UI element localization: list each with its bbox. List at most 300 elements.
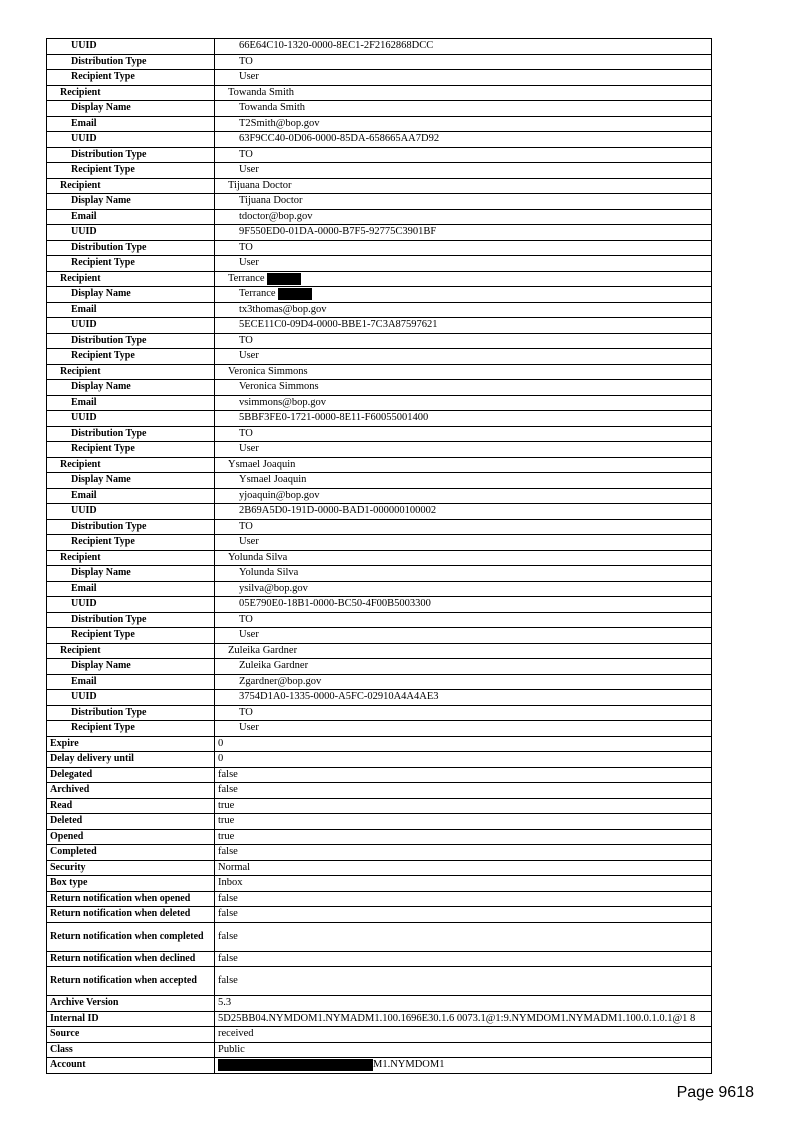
field-value-wrap <box>218 288 312 299</box>
redaction-block <box>267 273 301 285</box>
field-value-cell <box>215 951 712 967</box>
table-row <box>47 907 712 923</box>
table-row <box>47 504 712 520</box>
field-value: User <box>239 443 259 455</box>
field-value-cell <box>215 85 712 101</box>
table-row <box>47 1058 712 1074</box>
field-value-cell <box>215 240 712 256</box>
field-value: false <box>218 892 238 904</box>
field-name: UUID <box>71 226 97 238</box>
field-value-cell <box>215 101 712 117</box>
field-value-cell <box>215 39 712 55</box>
field-name: Distribution Type <box>71 55 147 67</box>
field-name-cell <box>47 612 215 628</box>
table-row <box>47 814 712 830</box>
field-name-cell <box>47 225 215 241</box>
field-value: User <box>239 164 259 176</box>
field-name: Return notification when completed <box>50 930 204 942</box>
field-name: Internal ID <box>50 1012 99 1024</box>
field-value-wrap <box>218 149 253 160</box>
field-name-cell <box>47 349 215 365</box>
field-name-cell <box>47 240 215 256</box>
field-name: Recipient <box>60 86 101 98</box>
field-value: 3754D1A0-1335-0000-A5FC-02910A4A4AE3 <box>239 691 439 703</box>
field-value-cell <box>215 70 712 86</box>
field-value-wrap <box>218 490 320 501</box>
field-value-cell <box>215 147 712 163</box>
table-row <box>47 54 712 70</box>
field-value: true <box>218 830 235 842</box>
field-value-cell <box>215 783 712 799</box>
field-value: received <box>218 1028 254 1040</box>
field-value: Veronica Simmons <box>228 365 308 377</box>
field-name-cell <box>47 550 215 566</box>
field-name: Recipient <box>60 179 101 191</box>
field-value-wrap <box>218 366 308 377</box>
field-value-cell <box>215 318 712 334</box>
field-name: Display Name <box>71 381 131 393</box>
field-name-cell <box>47 318 215 334</box>
table-row <box>47 411 712 427</box>
field-value-wrap <box>218 40 433 51</box>
table-row <box>47 287 712 303</box>
redaction-block <box>278 288 312 300</box>
field-value: TO <box>239 520 253 532</box>
table-row <box>47 442 712 458</box>
field-value: TO <box>239 706 253 718</box>
field-value: User <box>239 71 259 83</box>
table-row <box>47 860 712 876</box>
field-value-wrap <box>218 412 428 423</box>
field-value: TO <box>239 427 253 439</box>
field-value: true <box>218 815 235 827</box>
field-value: User <box>239 722 259 734</box>
field-value-wrap <box>218 474 306 485</box>
field-name-cell <box>47 721 215 737</box>
table-row <box>47 256 712 272</box>
field-name-cell <box>47 1027 215 1043</box>
field-value-cell <box>215 395 712 411</box>
field-value-cell <box>215 597 712 613</box>
field-value-cell <box>215 876 712 892</box>
field-value: 5.3 <box>218 997 232 1009</box>
table-row <box>47 457 712 473</box>
table-row <box>47 550 712 566</box>
table-row <box>47 178 712 194</box>
field-name: Box type <box>50 877 88 889</box>
table-row <box>47 473 712 489</box>
field-value-wrap <box>218 304 327 315</box>
field-value-cell <box>215 1027 712 1043</box>
field-value-cell <box>215 581 712 597</box>
field-value: Ysmael Joaquin <box>239 474 307 486</box>
table-row <box>47 783 712 799</box>
field-name: Display Name <box>71 660 131 672</box>
table-row <box>47 612 712 628</box>
field-value-wrap <box>218 133 439 144</box>
table-row <box>47 116 712 132</box>
field-name-cell <box>47 488 215 504</box>
field-value: false <box>218 975 238 986</box>
field-value-wrap <box>218 1013 695 1024</box>
field-name-cell <box>47 132 215 148</box>
field-value: true <box>218 799 235 811</box>
field-value: Tijuana Doctor <box>239 195 303 207</box>
field-name-cell <box>47 996 215 1012</box>
field-value-cell <box>215 519 712 535</box>
field-name: Return notification when deleted <box>50 908 191 920</box>
field-value-cell <box>215 1042 712 1058</box>
field-value: Terrance <box>228 272 265 284</box>
field-name-cell <box>47 767 215 783</box>
field-name: Read <box>50 799 73 811</box>
field-name: Account <box>50 1059 86 1071</box>
field-name: Recipient Type <box>71 629 135 641</box>
field-value: User <box>239 257 259 269</box>
field-name-cell <box>47 380 215 396</box>
field-value: 63F9CC40-0D06-0000-85DA-658665AA7D92 <box>239 133 440 145</box>
field-name-cell <box>47 364 215 380</box>
field-value-wrap <box>218 428 253 439</box>
field-name: Recipient <box>60 551 101 563</box>
field-name: UUID <box>71 598 97 610</box>
field-name: Return notification when accepted <box>50 975 197 986</box>
field-name-cell <box>47 1058 215 1074</box>
field-name: Distribution Type <box>71 241 147 253</box>
field-value-wrap <box>218 102 305 113</box>
table-row <box>47 643 712 659</box>
field-value-wrap <box>218 567 298 578</box>
field-name-cell <box>47 845 215 861</box>
field-value: 5ECE11C0-09D4-0000-BBE1-7C3A87597621 <box>239 319 438 331</box>
field-value-wrap <box>218 893 238 904</box>
table-row <box>47 163 712 179</box>
field-name-cell <box>47 178 215 194</box>
field-value-wrap <box>218 397 326 408</box>
field-value-cell <box>215 333 712 349</box>
table-row <box>47 628 712 644</box>
field-value-cell <box>215 209 712 225</box>
field-value: false <box>218 952 238 964</box>
field-value-cell <box>215 349 712 365</box>
field-name-cell <box>47 333 215 349</box>
table-row <box>47 705 712 721</box>
field-name: Completed <box>50 846 97 858</box>
table-row <box>47 225 712 241</box>
field-name: Recipient Type <box>71 443 135 455</box>
field-name: Email <box>71 117 97 129</box>
field-value-cell <box>215 163 712 179</box>
field-name: Display Name <box>71 567 131 579</box>
field-name: Distribution Type <box>71 334 147 346</box>
field-value-cell <box>215 674 712 690</box>
field-value-wrap <box>218 769 238 780</box>
field-value-wrap <box>218 953 238 964</box>
field-value-wrap <box>218 257 259 268</box>
field-name-cell <box>47 147 215 163</box>
field-name: Return notification when declined <box>50 952 196 964</box>
field-value-cell <box>215 767 712 783</box>
field-name: Email <box>71 582 97 594</box>
field-name-cell <box>47 504 215 520</box>
field-value-cell <box>215 364 712 380</box>
field-value-wrap <box>218 195 302 206</box>
field-value-wrap <box>218 71 259 82</box>
field-value-wrap <box>218 1059 444 1070</box>
field-value-cell <box>215 504 712 520</box>
table-row <box>47 674 712 690</box>
field-name: Email <box>71 210 97 222</box>
field-value-wrap <box>218 118 320 129</box>
field-value: Zuleika Gardner <box>228 644 298 656</box>
field-name-cell <box>47 116 215 132</box>
field-name-cell <box>47 411 215 427</box>
field-value-wrap <box>218 164 259 175</box>
table-row <box>47 996 712 1012</box>
field-name: Distribution Type <box>71 520 147 532</box>
field-value-cell <box>215 380 712 396</box>
field-name-cell <box>47 1042 215 1058</box>
field-value-cell <box>215 845 712 861</box>
field-value-cell <box>215 271 712 287</box>
field-value-cell <box>215 54 712 70</box>
field-name: Class <box>50 1043 73 1055</box>
field-value-wrap <box>218 273 301 284</box>
field-value-wrap <box>218 997 231 1008</box>
table-row <box>47 85 712 101</box>
field-name: Recipient <box>60 458 101 470</box>
field-value: Ysmael Joaquin <box>228 458 296 470</box>
field-value-wrap <box>218 645 297 656</box>
field-value-cell <box>215 752 712 768</box>
field-value: Towanda Smith <box>228 86 295 98</box>
field-value-wrap <box>218 707 253 718</box>
field-value-wrap <box>218 1044 245 1055</box>
message-properties-table <box>46 38 712 1074</box>
field-name-cell <box>47 209 215 225</box>
field-value-wrap <box>218 846 238 857</box>
field-name-cell <box>47 922 215 951</box>
field-value-cell <box>215 566 712 582</box>
table-row <box>47 271 712 287</box>
field-name-cell <box>47 54 215 70</box>
field-name: UUID <box>71 505 97 517</box>
field-name: Display Name <box>71 195 131 207</box>
field-value-cell <box>215 411 712 427</box>
field-value: Veronica Simmons <box>239 381 319 393</box>
field-name-cell <box>47 271 215 287</box>
field-value-cell <box>215 612 712 628</box>
field-name-cell <box>47 101 215 117</box>
field-name-cell <box>47 798 215 814</box>
field-value-wrap <box>218 211 313 222</box>
field-value: 5D25BB04.NYMDOM1.NYMADM1.100.1696E30.1.6 0073.1@1:9.NYMDOM1.NYMADM1.100.0.1.0.1@1 8 <box>218 1012 696 1024</box>
field-value: Yolunda Silva <box>228 551 288 563</box>
table-row <box>47 132 712 148</box>
table-body <box>47 39 712 1074</box>
field-value-wrap <box>218 521 253 532</box>
field-name-cell <box>47 860 215 876</box>
field-value-wrap <box>218 975 238 986</box>
field-name: Recipient Type <box>71 536 135 548</box>
field-value: TO <box>239 613 253 625</box>
field-name: Delegated <box>50 768 93 780</box>
field-name: Distribution Type <box>71 148 147 160</box>
field-value: TO <box>239 241 253 253</box>
field-value-wrap <box>218 676 321 687</box>
table-row <box>47 736 712 752</box>
field-value: tdoctor@bop.gov <box>239 210 313 222</box>
field-value: User <box>239 629 259 641</box>
table-row <box>47 597 712 613</box>
field-name-cell <box>47 659 215 675</box>
field-name-cell <box>47 597 215 613</box>
field-value-cell <box>215 442 712 458</box>
field-name-cell <box>47 907 215 923</box>
field-name-cell <box>47 643 215 659</box>
field-value: Yolunda Silva <box>239 567 299 579</box>
field-name: Return notification when opened <box>50 892 191 904</box>
field-value-cell <box>215 814 712 830</box>
field-value: tx3thomas@bop.gov <box>239 303 327 315</box>
field-name-cell <box>47 473 215 489</box>
field-value: 5BBF3FE0-1721-0000-8E11-F60055001400 <box>239 412 429 424</box>
field-name: Delay delivery until <box>50 753 134 765</box>
table-row <box>47 951 712 967</box>
field-name-cell <box>47 395 215 411</box>
field-name: Recipient Type <box>71 257 135 269</box>
field-value-cell <box>215 659 712 675</box>
field-value-wrap <box>218 831 234 842</box>
field-value: false <box>218 930 238 942</box>
table-row <box>47 349 712 365</box>
field-value-wrap <box>218 614 253 625</box>
field-name-cell <box>47 535 215 551</box>
table-row <box>47 1042 712 1058</box>
table-row <box>47 364 712 380</box>
table-row <box>47 752 712 768</box>
field-value: 0 <box>218 737 224 749</box>
field-value-wrap <box>218 381 319 392</box>
table-row <box>47 566 712 582</box>
field-name: Security <box>50 861 86 873</box>
field-name-cell <box>47 951 215 967</box>
table-row <box>47 1027 712 1043</box>
field-value-wrap <box>218 335 253 346</box>
field-name-cell <box>47 690 215 706</box>
field-value: vsimmons@bop.gov <box>239 396 326 408</box>
field-name: Email <box>71 396 97 408</box>
field-value-wrap <box>218 800 234 811</box>
field-name: Distribution Type <box>71 427 147 439</box>
field-name: Recipient Type <box>71 722 135 734</box>
table-row <box>47 519 712 535</box>
field-name: Email <box>71 489 97 501</box>
table-row <box>47 147 712 163</box>
field-name-cell <box>47 1011 215 1027</box>
table-row <box>47 302 712 318</box>
table-row <box>47 380 712 396</box>
field-name-cell <box>47 85 215 101</box>
field-name: Email <box>71 675 97 687</box>
field-name-cell <box>47 783 215 799</box>
table-row <box>47 1011 712 1027</box>
field-value-cell <box>215 132 712 148</box>
field-value-wrap <box>218 931 238 942</box>
table-row <box>47 845 712 861</box>
field-value-cell <box>215 643 712 659</box>
field-value-wrap <box>218 56 253 67</box>
field-value-cell <box>215 736 712 752</box>
field-value-wrap <box>218 815 234 826</box>
table-row <box>47 922 712 951</box>
field-value: false <box>218 768 238 780</box>
field-value-cell <box>215 907 712 923</box>
field-value-cell <box>215 798 712 814</box>
table-row <box>47 876 712 892</box>
field-name-cell <box>47 163 215 179</box>
table-row <box>47 891 712 907</box>
field-name: Email <box>71 303 97 315</box>
table-row <box>47 798 712 814</box>
field-name: Opened <box>50 830 84 842</box>
field-name: UUID <box>71 412 97 424</box>
field-name-cell <box>47 736 215 752</box>
table-row <box>47 659 712 675</box>
table-row <box>47 829 712 845</box>
field-value-cell <box>215 721 712 737</box>
field-name-cell <box>47 287 215 303</box>
field-value-wrap <box>218 459 295 470</box>
field-value-cell <box>215 302 712 318</box>
field-value: 05E790E0-18B1-0000-BC50-4F00B5003300 <box>239 598 431 610</box>
table-row <box>47 209 712 225</box>
field-value-cell <box>215 891 712 907</box>
field-name: Recipient Type <box>71 71 135 83</box>
field-value: false <box>218 846 238 858</box>
field-value: 66E64C10-1320-0000-8EC1-2F2162868DCC <box>239 40 434 52</box>
field-value-cell <box>215 287 712 303</box>
field-value: Tijuana Doctor <box>228 179 292 191</box>
field-value-wrap <box>218 350 259 361</box>
table-row <box>47 395 712 411</box>
field-value: Public <box>218 1043 245 1055</box>
field-value-wrap <box>218 784 238 795</box>
field-name-cell <box>47 519 215 535</box>
field-value-cell <box>215 996 712 1012</box>
field-name-cell <box>47 39 215 55</box>
field-name: Display Name <box>71 288 131 300</box>
field-value-wrap <box>218 738 223 749</box>
field-name-cell <box>47 752 215 768</box>
field-name-cell <box>47 705 215 721</box>
field-value: T2Smith@bop.gov <box>239 117 320 129</box>
field-value-cell <box>215 860 712 876</box>
field-value-wrap <box>218 180 291 191</box>
table-row <box>47 967 712 996</box>
field-name: UUID <box>71 691 97 703</box>
field-name-cell <box>47 566 215 582</box>
field-value-wrap <box>218 908 238 919</box>
field-name: Deleted <box>50 815 83 827</box>
table-row <box>47 70 712 86</box>
field-name: Distribution Type <box>71 613 147 625</box>
field-name-cell <box>47 442 215 458</box>
field-value-cell <box>215 550 712 566</box>
field-name: Recipient <box>60 644 101 656</box>
field-value-cell <box>215 967 712 996</box>
field-name-cell <box>47 876 215 892</box>
